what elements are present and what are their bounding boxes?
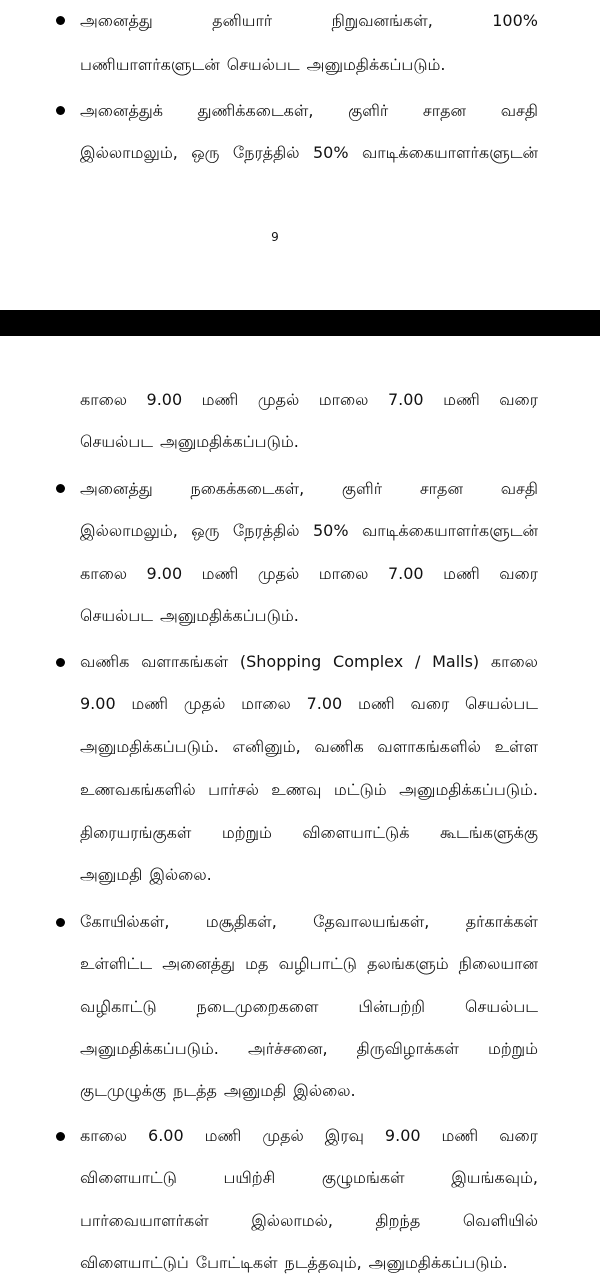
word: Malls) [432,652,480,671]
word: வாடிக்கையாளர்களுடன் [361,143,538,162]
word: மணி [443,390,480,409]
word: நிலையான [458,954,538,973]
text-line [80,99,538,123]
text-line [80,141,538,165]
word: திறந்த [375,1211,421,1230]
word: நடத்தவும், [284,1253,362,1272]
word: 50% [312,143,349,162]
bullet-icon [56,918,65,927]
word: அர்ச்சனை, [247,1039,328,1058]
word: வழிபாட்டு [278,954,357,973]
word: சாதன [422,101,467,120]
word: குழுமங்கள் [321,1168,405,1187]
word: அனுமதிக்கப்படும். [159,432,299,451]
word: காலை [80,564,128,583]
word: உணவகங்களில் [80,780,196,799]
word: எனினும், [232,737,301,756]
word: தனியார் [212,11,273,30]
word: வழிகாட்டு [80,997,157,1016]
word: செயல்பட [226,55,300,74]
word: மாலை [241,694,291,713]
word: 9.00 [146,390,183,409]
text-line [80,1251,538,1275]
word: 7.00 [387,564,424,583]
text-line [80,910,538,934]
word: மற்றும் [487,1039,538,1058]
word: இல்லை. [149,865,212,884]
word: வசதி [500,479,538,498]
text-line [80,863,538,887]
word: உள்ள [494,737,538,756]
bullet-icon [56,106,65,115]
text-line [80,692,538,716]
word: போட்டிகள் [195,1253,278,1272]
word: சாதன [419,479,463,498]
bullet-icon [56,16,65,25]
word: மணி [131,694,169,713]
text-line [80,430,538,454]
word: அனுமதிக்கப்படும். [306,55,446,74]
text-line [80,562,538,586]
word: வளாகங்களில் [377,737,481,756]
bullet-icon [56,1132,65,1141]
word: பின்பற்றி [358,997,426,1016]
page-bottom [0,336,600,1280]
word: காலை [80,390,128,409]
word: அனைத்து [80,479,153,498]
bullet-icon [56,658,65,667]
bullet-icon [56,484,65,493]
page-number: 9 [271,230,279,244]
word: திருவிழாக்கள் [356,1039,459,1058]
word: நடத்த [173,1081,217,1100]
text-line [80,604,538,628]
word: காலை [490,652,538,671]
word: பார்சல் [208,780,259,799]
text-line [80,9,538,33]
word: Complex [333,652,404,671]
word: ஒரு [191,143,220,162]
word: மணி [443,564,480,583]
text-line [80,1209,538,1233]
word: 7.00 [306,694,343,713]
word: உள்ளிட்ட [80,954,153,973]
word: மற்றும் [221,823,272,842]
word: மட்டும் [333,780,387,799]
text-line [80,53,538,77]
word: அனுமதிக்கப்படும். [368,1253,508,1272]
text-line [80,1124,538,1148]
word: பார்வையாளர்கள் [80,1211,209,1230]
word: வாடிக்கையாளர்களுடன் [361,521,538,540]
text-line [80,388,538,412]
text-line [80,821,538,845]
word: கோயில்கள், [80,912,170,931]
word: ஒரு [191,521,220,540]
word: வணிக [314,737,364,756]
word: காலை [80,1126,128,1145]
word: குடமுழுக்கு [80,1081,167,1100]
word: திரையரங்குகள் [80,823,192,842]
word: நிறுவனங்கள், [331,11,433,30]
word: மணி [358,694,395,713]
text-line [80,477,538,501]
word: மசூதிகள், [205,912,277,931]
word: தேவாலயங்கள், [313,912,430,931]
word: மாலை [318,390,369,409]
word: வரை [499,564,538,583]
word: மணி [201,390,239,409]
word: அனுமதிக்கப்படும். [159,606,299,625]
word: விளையாட்டுப் [80,1253,189,1272]
word: (Shopping [239,652,322,671]
word: நகைக்கடைகள், [190,479,305,498]
word: அனுமதி [80,865,143,884]
word: குளிர் [348,101,389,120]
page-separator [0,310,600,336]
text-line [80,650,538,674]
word: பணியாளர்களுடன் [80,55,220,74]
word: வணிக [80,652,130,671]
word: வளாகங்கள் [141,652,229,671]
word: அனுமதிக்கப்படும். [80,737,219,756]
word: வெளியில் [462,1211,538,1230]
word: 100% [492,11,538,30]
page-top [0,0,600,310]
word: உணவு [271,780,322,799]
word: வசதி [500,101,538,120]
word: அனுமதி [223,1081,287,1100]
word: / [414,652,421,671]
word: அனுமதிக்கப்படும். [399,780,538,799]
word: அனைத்து [80,11,153,30]
word: நடைமுறைகளை [196,997,319,1016]
word: 50% [312,521,349,540]
text-line [80,1037,538,1061]
word: விளையாட்டு [80,1168,177,1187]
word: வரை [499,390,538,409]
word: அனுமதிக்கப்படும். [80,1039,219,1058]
word: தலங்களும் [367,954,449,973]
word: குளிர் [341,479,383,498]
word: செயல்பட [80,606,153,625]
word: விளையாட்டுக் [302,823,410,842]
word: அனைத்துக் [80,101,163,120]
word: இல்லாமல், [251,1211,333,1230]
word: பயிற்சி [223,1168,276,1187]
word: கூடங்களுக்கு [439,823,538,842]
word: மணி [441,1126,479,1145]
word: வரை [499,1126,538,1145]
word: முதல் [183,694,226,713]
word: அனைத்து [162,954,235,973]
word: இல்லை. [293,1081,356,1100]
word: இல்லாமலும், [80,521,178,540]
text-line [80,735,538,759]
word: இரவு [324,1126,364,1145]
word: முதல் [257,564,300,583]
word: செயல்பட [465,997,538,1016]
word: மணி [201,564,239,583]
word: செயல்பட [80,432,153,451]
word: செயல்பட [465,694,538,713]
word: இல்லாமலும், [80,143,178,162]
word: நேரத்தில் [232,521,300,540]
word: மணி [204,1126,242,1145]
word: 9.00 [80,694,116,713]
text-line [80,1166,538,1190]
word: மாலை [318,564,369,583]
text-line [80,952,538,976]
word: 6.00 [148,1126,184,1145]
word: முதல் [262,1126,304,1145]
word: துணிக்கடைகள், [197,101,314,120]
word: 9.00 [384,1126,421,1145]
text-line [80,995,538,1019]
text-line [80,519,538,543]
word: நேரத்தில் [232,143,300,162]
word: இயங்கவும், [451,1168,538,1187]
text-line [80,778,538,802]
word: வரை [410,694,450,713]
word: 7.00 [387,390,424,409]
word: தர்காக்கள் [465,912,538,931]
word: முதல் [257,390,300,409]
word: மத [245,954,269,973]
word: 9.00 [146,564,183,583]
text-line [80,1079,538,1103]
